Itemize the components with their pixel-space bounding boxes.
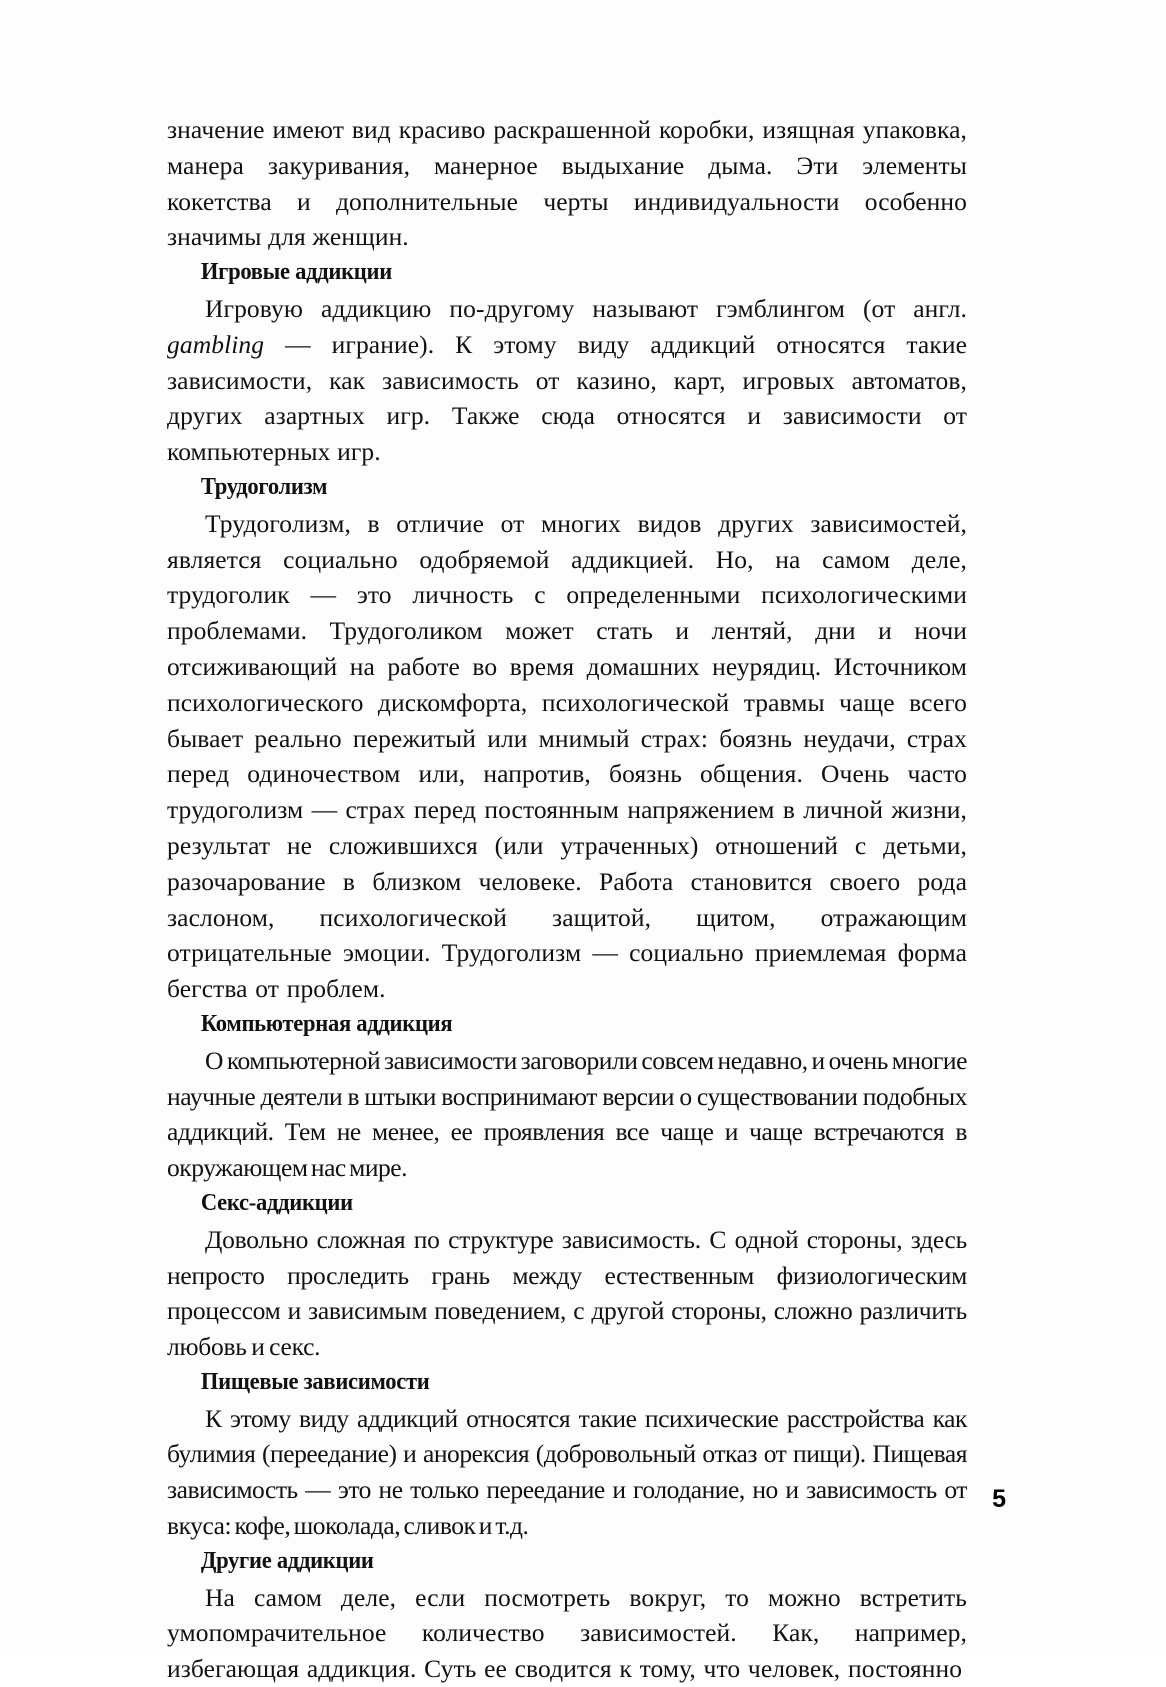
paragraph-igrovye-addikcii [167, 291, 967, 470]
paragraph-drugie-addikcii: На самом деле, если посмотреть вокруг, то можно встретить умопомрачительное количество зависимостей. Как, например, избегающая аддикция. Суть ее сводится к тому, что человек, постоянно [167, 1582, 967, 1684]
paragraph-igrovye-lead: Игровую аддикцию по-другому называют гэмблингом (от англ. [205, 293, 967, 323]
paragraph-kompyuternaya-addikciya: О компьютерной зависимости заговорили совсем недавно, и очень многие научные деятели в штыки воспринимают версии о существовании подобных аддикций. Тем не менее, ее проявления все чаще и чаще встречаются в окружающем нас мире. [167, 1045, 967, 1183]
paragraph-trudogolizm: Трудоголизм, в отличие от многих видов других зависимостей, является социально одобряемой аддикцией. Но, на самом деле, трудоголик — это личность с определенными психологическими проблемами. Трудоголиком может стать и лентяй, дни и ночи отсиживающий на работе во время домашних неурядиц. Источником психологического дискомфорта, психологической травмы чаще всего бывает реально пережитый или мнимый страх: боязнь неудачи, страх перед одиночеством или, напротив, боязнь общения. Очень часто трудоголизм — страх перед постоянным напряжением в личной жизни, результат не сложившихся (или утраченных) отношений с детьми, разочарование в близком человеке. Работа становится своего рода заслоном, психологической защитой, щитом, отражающим отрицательные эмоции. Трудоголизм — социально приемлемая форма бегства от проблем. [167, 508, 967, 1004]
paragraph-seks-addikcii: Довольно сложная по структуре зависимость. С одной стороны, здесь непросто проследить грань между естественным физиологическим процессом и зависимым поведением, с другой стороны, сложно различить любовь и секс. [167, 1224, 967, 1362]
heading-kompyuternaya-addikciya: Компьютерная аддикция [200, 1010, 453, 1037]
text-column [167, 112, 967, 1687]
page-number: 5 [992, 1485, 1006, 1513]
italic-term-gambling: gambling [167, 329, 265, 359]
heading-pishchevye-zavisimosti: Пищевые зависимости [200, 1368, 430, 1395]
paragraph-igrovye-rest: — играние). К этому виду аддикций относятся такие зависимости, как зависимость от казино, карт, игровых автоматов, других азартных игр. Также сюда относятся и зависимости от компьютерных игр. [167, 329, 967, 467]
paragraph-smoking-tail: значение имеют вид красиво раскрашенной коробки, изящная упаковка, манера закуривания, манерное выдыхание дыма. Эти элементы кокетства и дополнительные черты индивидуальности особенно значимы для женщин. [167, 115, 967, 252]
heading-trudogolizm: Трудоголизм [200, 473, 328, 500]
heading-igrovye-addikcii: Игровые аддикции [200, 259, 392, 286]
heading-drugie-addikcii: Другие аддикции [200, 1547, 374, 1574]
paragraph-pishchevye-zavisimosti: К этому виду аддикций относятся такие психические расстройства как булимия (переедание) и анорексия (добровольный отказ от пищи). Пищевая зависимость — это не только переедание и голодание, но и зависимость от вкуса: кофе, шоколада, сливок и т.д. [167, 1403, 967, 1541]
heading-seks-addikcii: Секс-аддикции [200, 1189, 353, 1216]
